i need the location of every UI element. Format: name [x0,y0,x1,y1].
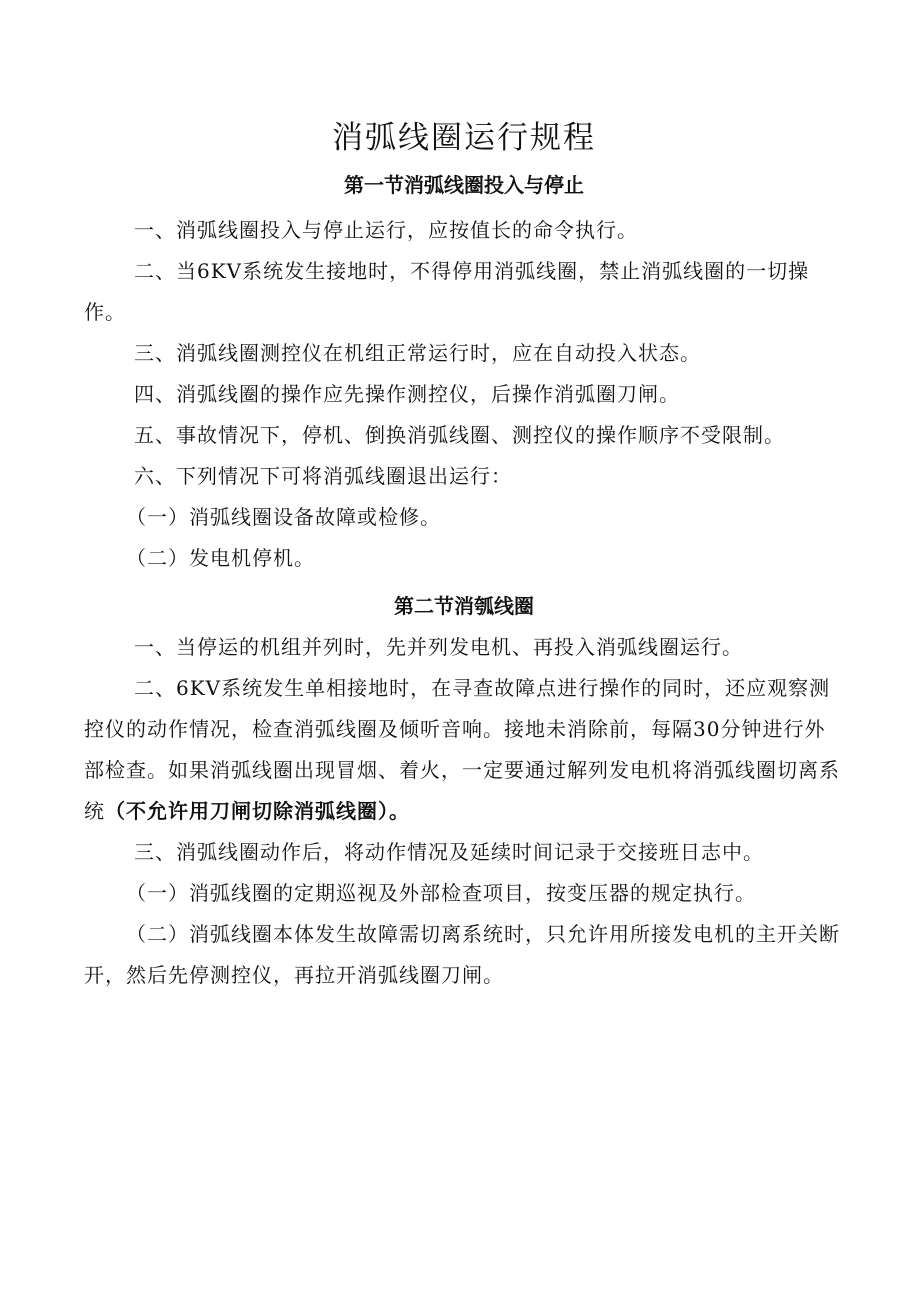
section-2-subitem-2: （二）消弧线圈本体发生故障需切离系统时，只允许用所接发电机的主开关断开，然后先停测控仪，再拉开消弧线圈刀闸。 [84,922,840,987]
section-1-subitem-2: （二）发电机停机。 [126,546,315,570]
document-title: 消弧线圈运行规程 [332,120,596,156]
section-2-paragraph-2-bold-note: （不允许用刀闸切除消弧线圈）。 [105,799,410,823]
section-2-paragraph-1: 一、当停运的机组并列时，先并列发电机、再投入消弧线圈运行。 [134,635,743,659]
section-2-paragraph-2-text: 二、6KV系统发生单相接地时，在寻查故障点进行操作的同时，还应观察测控仪的动作情况，检查消弧线圈及倾听音响。接地未消除前，每隔30分钟进行外部检查。如果消弧线圈出现冒烟、着火，一定要通过解列发电机将消弧线圈切离系统 [84,676,840,823]
section-2-paragraph-3: 三、消弧线圈动作后，将动作情况及延续时间记录于交接班日志中。 [134,840,764,864]
section-1-paragraph-2: 二、当6KV系统发生接地时，不得停用消弧线圈，禁止消弧线圈的一切操作。 [84,259,810,324]
section-1-paragraph-1: 一、消弧线圈投入与停止运行，应按值长的命令执行。 [134,218,638,242]
document-body [84,112,844,996]
section-1-paragraph-3: 三、消弧线圈测控仪在机组正常运行时，应在自动投入状态。 [134,341,701,365]
section-1-paragraph-5: 五、事故情况下，停机、倒换消弧线圈、测控仪的操作顺序不受限制。 [134,423,785,447]
section-1-heading: 第一节消弧线圈投入与停止 [344,173,584,197]
section-2-subitem-1: （一）消弧线圈的定期巡视及外部检查项目，按变压器的规定执行。 [126,881,756,905]
section-1-paragraph-4: 四、消弧线圈的操作应先操作测控仪，后操作消弧圈刀闸。 [134,382,680,406]
section-1-paragraph-6: 六、下列情况下可将消弧线圈退出运行： [134,464,512,488]
section-2-heading: 第二节消瓠线圈 [394,594,534,618]
section-2-paragraph-2 [84,668,844,832]
section-1-subitem-1: （一）消弧线圈设备故障或检修。 [126,505,441,529]
